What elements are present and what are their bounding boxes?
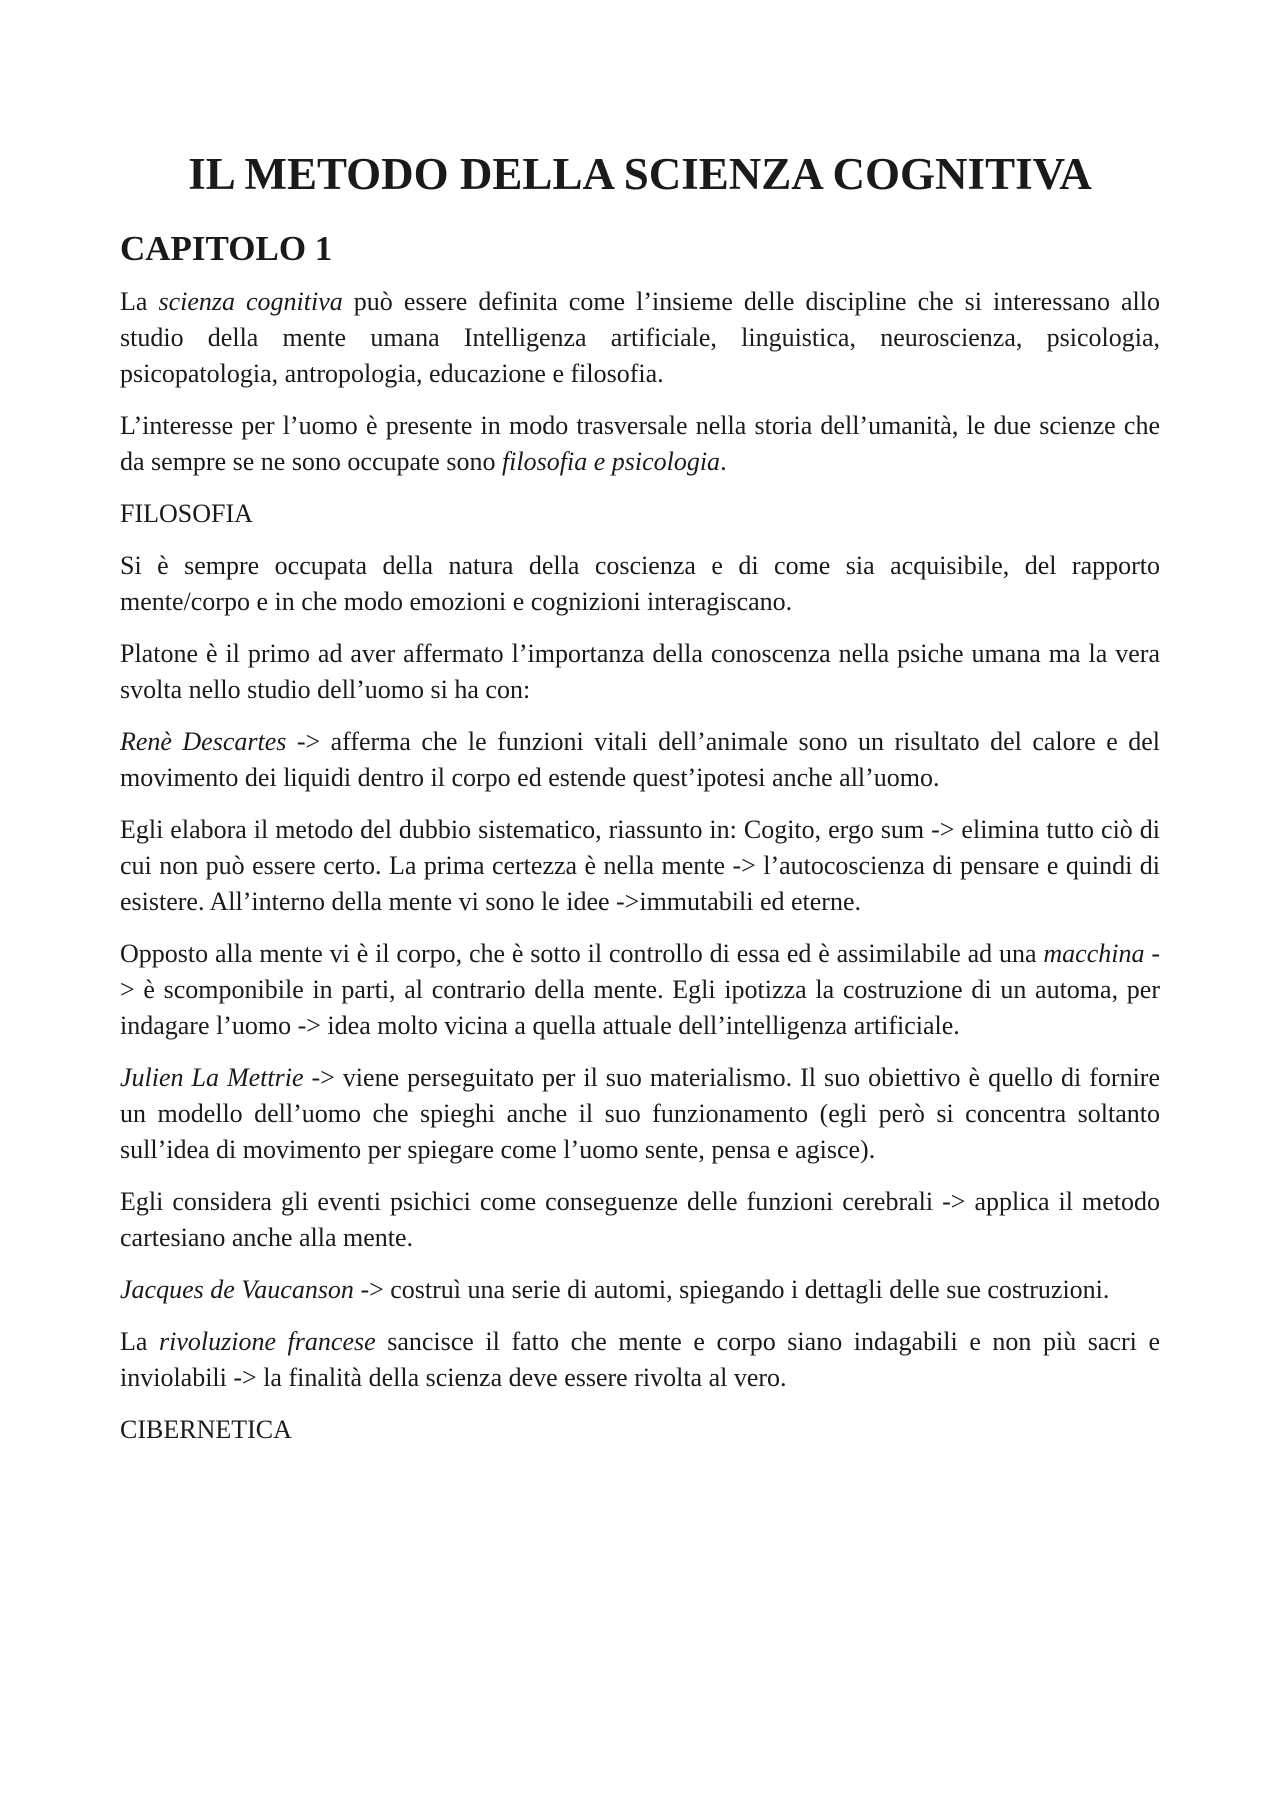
chapter-heading: CAPITOLO 1 [120, 228, 333, 268]
paragraph-mettrie [120, 1060, 1160, 1168]
italic-name: Jacques de Vaucanson [120, 1274, 354, 1304]
paragraph-descartes [120, 724, 1160, 796]
document-page [120, 150, 1160, 1464]
paragraph-filosofia: Si è sempre occupata della natura della coscienza e di come sia acquisibile, del rapporto mente/corpo e in che modo emozioni e cognizioni interagiscano. [120, 550, 1160, 616]
text-run: -> è scomponibile in parti, al contrario della mente. Egli ipotizza la costruzione di un automa, per indagare l’uomo -> idea molto vicina a quella attuale dell’intelligenza artificiale. [120, 938, 1160, 1040]
paragraph-dubbio: Egli elabora il metodo del dubbio sistematico, riassunto in: Cogito, ergo sum -> elimina tutto ciò di cui non può essere certo. La prima certezza è nella mente -> l’autocoscienza di pensare e quindi di esistere. All’interno della mente vi sono le idee ->immutabili ed eterne. [120, 814, 1160, 916]
section-heading-filosofia: FILOSOFIA [120, 498, 253, 528]
text-run: -> viene perseguitato per il suo materialismo. Il suo obiettivo è quello di fornire un modello dell’uomo che spieghi anche il suo funzionamento (egli però si concentra soltanto sull’idea di movimento per spiegare come l’uomo sente, pensa e agisce). [120, 1062, 1160, 1164]
text-run: Opposto alla mente vi è il corpo, che è sotto il controllo di essa ed è assimilabile ad una [120, 938, 1044, 968]
italic-term: scienza cognitiva [158, 286, 343, 316]
paragraph-corpo [120, 936, 1160, 1044]
paragraph-vaucanson [120, 1272, 1160, 1308]
italic-name: Renè Descartes [120, 726, 287, 756]
italic-term: filosofia e psicologia [501, 446, 721, 476]
text-run: può essere definita come l’insieme delle discipline che si interessano allo studio della mente umana Intelligenza artificiale, linguistica, neuroscienza, psicologia, psicopatologia, antropologia, educazione e filosofia. [120, 286, 1161, 388]
text-run: L’interesse per l’uomo è presente in modo trasversale nella storia dell’umanità, le due scienze che da sempre se ne sono occupate sono [120, 410, 1160, 476]
paragraph-definition [120, 284, 1160, 392]
paragraph-platone: Platone è il primo ad aver affermato l’importanza della conoscenza nella psiche umana ma la vera svolta nello studio dell’uomo si ha con: [120, 638, 1160, 704]
italic-term: macchina [1043, 938, 1145, 968]
text-run: . [720, 446, 727, 476]
text-run: La [120, 286, 159, 316]
paragraph-eventi-psichici: Egli considera gli eventi psichici come conseguenze delle funzioni cerebrali -> applica il metodo cartesiano anche alla mente. [120, 1186, 1160, 1252]
paragraph-interest [120, 408, 1160, 480]
document-title: IL METODO DELLA SCIENZA COGNITIVA [188, 149, 1092, 199]
paragraph-rivoluzione [120, 1324, 1160, 1396]
text-run: -> costruì una serie di automi, spiegando i dettagli delle sue costruzioni. [353, 1274, 1110, 1304]
text-run: -> afferma che le funzioni vitali dell’animale sono un risultato del calore e del movimento dei liquidi dentro il corpo ed estende quest’ipotesi anche all’uomo. [120, 726, 1161, 792]
italic-term: rivoluzione francese [159, 1326, 376, 1356]
text-run: La [120, 1326, 159, 1356]
italic-name: Julien La Mettrie [120, 1062, 304, 1092]
text-run: sancisce il fatto che mente e corpo siano indagabili e non più sacri e inviolabili -> la finalità della scienza deve essere rivolta al vero. [120, 1326, 1160, 1392]
section-heading-cibernetica: CIBERNETICA [120, 1414, 292, 1444]
